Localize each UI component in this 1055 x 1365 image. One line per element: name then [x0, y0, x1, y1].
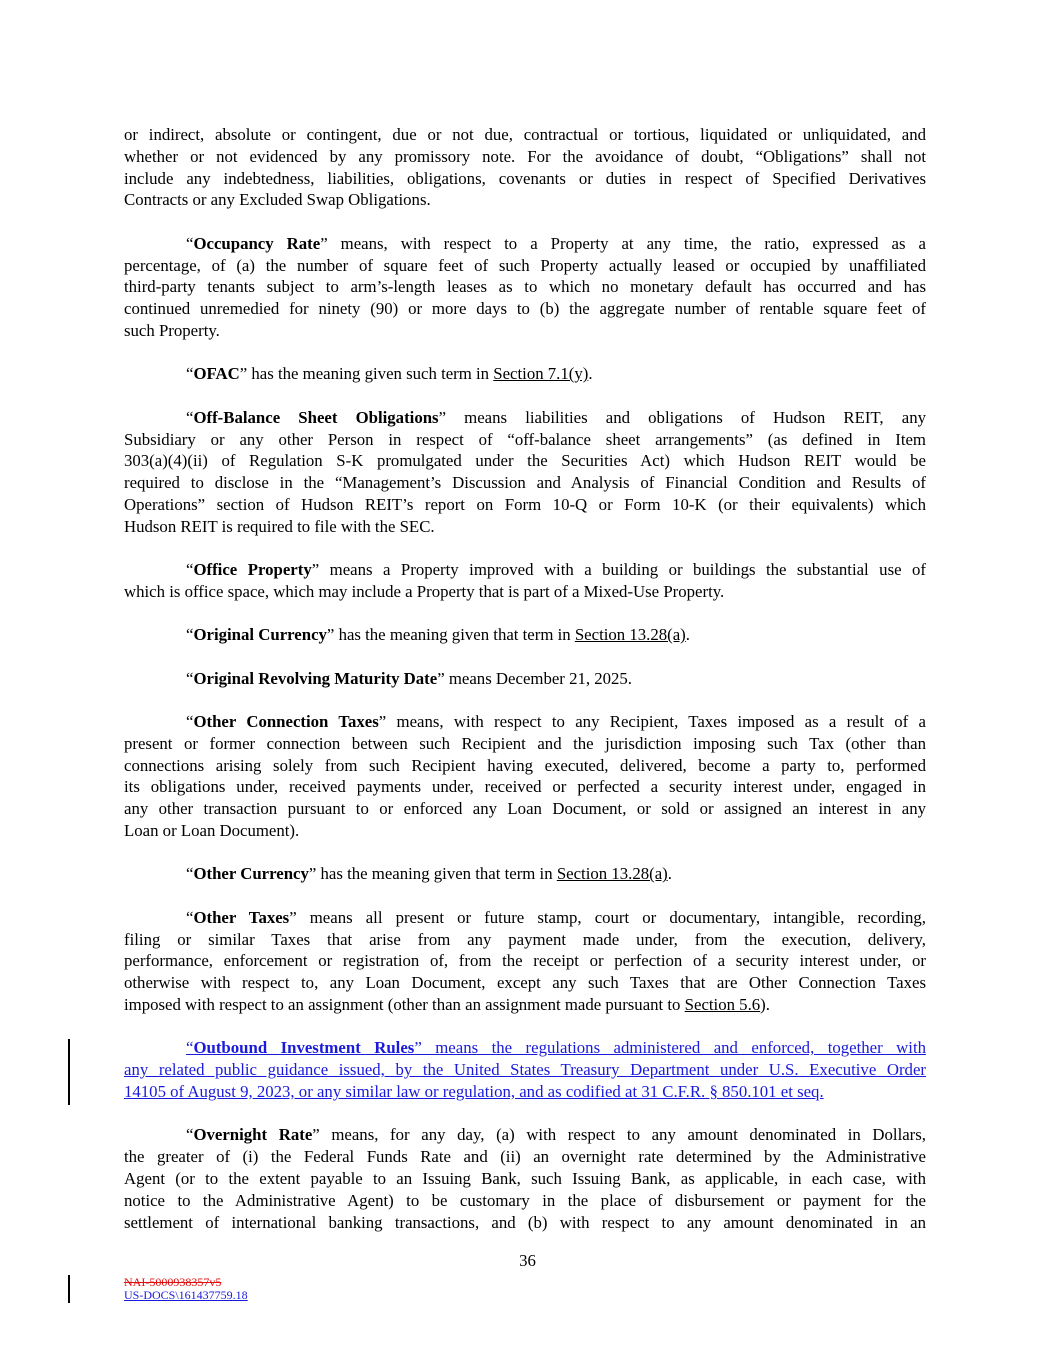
- text-segment: “: [186, 907, 194, 927]
- text-segment: filing or similar Taxes that arise from any payment made under, from the execution, delivery,: [124, 929, 926, 949]
- text-line: [124, 668, 926, 690]
- text-segment: “: [186, 233, 194, 253]
- text-segment: Hudson REIT is required to file with the SEC.: [124, 516, 435, 536]
- page-number: 36: [519, 1251, 536, 1270]
- text-segment: “: [186, 864, 194, 884]
- text-segment: ).: [760, 995, 770, 1015]
- text-line: [124, 516, 926, 538]
- text-segment: “: [186, 1125, 194, 1145]
- text-segment: “: [186, 625, 194, 645]
- definition-paragraph: [124, 559, 926, 603]
- inserted-definition-paragraph: [124, 1037, 926, 1102]
- text-line: [124, 1124, 926, 1146]
- text-line: [124, 863, 926, 885]
- text-line: [124, 1037, 926, 1059]
- text-line: [124, 450, 926, 472]
- change-bar: [68, 1275, 70, 1303]
- text-line: [124, 972, 926, 994]
- deleted-doc-id: NAI-5000938357v5: [124, 1275, 222, 1289]
- section-reference[interactable]: Section 13.28(a): [556, 864, 668, 884]
- text-segment: settlement of international banking transactions, and (b) with respect to any amount denominated in an: [124, 1212, 926, 1232]
- text-segment: ” means a Property improved with a building or buildings the substantial use of: [311, 560, 927, 580]
- text-line: [124, 298, 926, 320]
- definition-paragraph: [124, 407, 926, 538]
- text-line: [124, 776, 926, 798]
- text-line: [124, 559, 926, 581]
- text-segment: ” means December 21, 2025.: [437, 668, 632, 688]
- text-segment: present or former connection between such Recipient and the jurisdiction imposing such Tax (other than: [124, 733, 926, 753]
- definition-paragraph: [124, 863, 926, 885]
- defined-term: Outbound Investment Rules: [193, 1038, 415, 1058]
- text-segment: Subsidiary or any other Person in respect of “off-balance sheet arrangements” (as defined in Item: [124, 429, 926, 449]
- text-segment: continued unremedied for ninety (90) or more days to (b) the aggregate number of rentable square feet of: [124, 299, 926, 319]
- text-segment: 14105 of August 9, 2023, or any similar law or regulation, and as codified at 31 C.F.R. § 850.101 et seq.: [124, 1082, 824, 1102]
- text-line: [124, 907, 926, 929]
- defined-term: Occupancy Rate: [193, 233, 321, 253]
- text-segment: connections arising solely from such Recipient having executed, delivered, become a party to, performed: [124, 755, 926, 775]
- text-segment: “: [186, 668, 194, 688]
- definition-paragraph: [124, 363, 926, 385]
- text-segment: ” means, for any day, (a) with respect to any amount denominated in Dollars,: [312, 1125, 927, 1145]
- definition-paragraph: [124, 907, 926, 1016]
- text-segment: Operations” section of Hudson REIT’s report on Form 10-Q or Form 10-K (or their equivalents) which: [124, 494, 926, 514]
- text-segment: ” has the meaning given such term in: [239, 364, 494, 384]
- defined-term: Overnight Rate: [193, 1125, 313, 1145]
- text-segment: third-party tenants subject to arm’s-length leases as to which no monetary default has occurred and has: [124, 277, 926, 297]
- definition-paragraph: [124, 624, 926, 646]
- text-line: [124, 1190, 926, 1212]
- text-segment: performance, enforcement or registration of, from the receipt or perfection of a security interest under, or: [124, 951, 926, 971]
- text-segment: Agent (or to the extent payable to an Issuing Bank, such Issuing Bank, as applicable, in each case, with: [124, 1169, 926, 1189]
- text-line: [124, 1059, 926, 1081]
- definition-paragraph: [124, 668, 926, 690]
- text-line: [124, 472, 926, 494]
- text-line: [124, 711, 926, 733]
- definition-paragraph: [124, 233, 926, 342]
- document-body: [124, 124, 926, 1255]
- definition-paragraph: [124, 1124, 926, 1233]
- text-segment: such Property.: [124, 320, 220, 340]
- text-line: [124, 146, 926, 168]
- defined-term: Other Taxes: [193, 907, 290, 927]
- text-segment: its obligations under, received payments under, received or perfected a security interest under, engaged in: [124, 777, 926, 797]
- text-line: [124, 929, 926, 951]
- text-line: [124, 624, 926, 646]
- text-segment: imposed with respect to an assignment (other than an assignment made pursuant to: [124, 995, 685, 1015]
- text-line: [124, 820, 926, 842]
- text-line: [124, 320, 926, 342]
- text-line: [124, 1212, 926, 1234]
- text-segment: .: [588, 364, 593, 384]
- text-segment: required to disclose in the “Management’s Discussion and Analysis of Financial Condition and Results of: [124, 473, 926, 493]
- section-reference[interactable]: Section 7.1(y): [493, 364, 589, 384]
- text-segment: notice to the Administrative Agent) to be customary in the place of disbursement or payment for the: [124, 1190, 926, 1210]
- text-segment: 303(a)(4)(ii) of Regulation S-K promulgated under the Securities Act) which Hudson REIT would be: [124, 451, 926, 471]
- text-line: [124, 429, 926, 451]
- definition-paragraph: [124, 711, 926, 842]
- inserted-doc-id: US-DOCS\161437759.18: [124, 1288, 248, 1302]
- text-segment: ” has the meaning given that term in: [326, 625, 575, 645]
- defined-term: Other Connection Taxes: [193, 712, 379, 732]
- section-reference[interactable]: Section 13.28(a): [574, 625, 686, 645]
- text-segment: “: [186, 560, 194, 580]
- text-segment: “: [186, 364, 194, 384]
- text-line: [124, 581, 926, 603]
- text-segment: ” means the regulations administered and enforced, together with: [414, 1038, 927, 1058]
- text-segment: whether or not evidenced by any promissory note. For the avoidance of doubt, “Obligations” shall not: [124, 146, 926, 166]
- text-line: [124, 950, 926, 972]
- defined-term: Original Revolving Maturity Date: [193, 668, 438, 688]
- text-segment: ” means liabilities and obligations of Hudson REIT, any: [438, 407, 926, 427]
- text-segment: any related public guidance issued, by the United States Treasury Department under U.S. Executive Order: [124, 1060, 926, 1080]
- text-line: [124, 255, 926, 277]
- text-line: [124, 407, 926, 429]
- definition-paragraph: [124, 124, 926, 211]
- defined-term: OFAC: [193, 364, 240, 384]
- text-segment: ” means, with respect to any Recipient, Taxes imposed as a result of a: [378, 712, 926, 732]
- text-segment: otherwise with respect to, any Loan Document, except any such Taxes that are Other Connection Taxes: [124, 973, 926, 993]
- text-segment: the greater of (i) the Federal Funds Rate and (ii) an overnight rate determined by the Administrative: [124, 1147, 926, 1167]
- defined-term: Other Currency: [193, 864, 309, 884]
- defined-term: Off-Balance Sheet Obligations: [193, 407, 439, 427]
- text-segment: “: [186, 712, 194, 732]
- text-line: [124, 994, 926, 1016]
- text-line: [124, 233, 926, 255]
- text-segment: .: [667, 864, 672, 884]
- text-segment: Contracts or any Excluded Swap Obligations.: [124, 190, 431, 210]
- text-segment: .: [685, 625, 690, 645]
- text-line: [124, 189, 926, 211]
- text-line: [124, 1168, 926, 1190]
- document-footer: [124, 1276, 248, 1302]
- change-bar: [68, 1039, 70, 1104]
- text-segment: include any indebtedness, liabilities, obligations, covenants or duties in respect of Specified Derivatives: [124, 168, 926, 188]
- text-line: [124, 733, 926, 755]
- text-segment: “: [186, 1038, 194, 1058]
- text-line: [124, 494, 926, 516]
- section-reference[interactable]: Section 5.6: [684, 995, 761, 1015]
- text-segment: percentage, of (a) the number of square feet of such Property actually leased or occupied by unaffiliated: [124, 255, 926, 275]
- text-segment: ” has the meaning given that term in: [308, 864, 557, 884]
- text-line: [124, 363, 926, 385]
- text-line: [124, 1081, 926, 1103]
- text-line: [124, 798, 926, 820]
- text-line: [124, 755, 926, 777]
- text-segment: any other transaction pursuant to or enforced any Loan Document, or sold or assigned an interest in any: [124, 799, 926, 819]
- text-line: [124, 1146, 926, 1168]
- text-segment: ” means, with respect to a Property at any time, the ratio, expressed as a: [320, 233, 926, 253]
- text-line: [124, 168, 926, 190]
- text-segment: “: [186, 407, 194, 427]
- text-segment: ” means all present or future stamp, court or documentary, intangible, recording,: [289, 907, 926, 927]
- defined-term: Office Property: [193, 560, 312, 580]
- text-line: [124, 124, 926, 146]
- defined-term: Original Currency: [193, 625, 327, 645]
- text-line: [124, 276, 926, 298]
- text-segment: Loan or Loan Document).: [124, 821, 300, 841]
- text-segment: which is office space, which may include a Property that is part of a Mixed-Use Property.: [124, 581, 725, 601]
- text-segment: or indirect, absolute or contingent, due or not due, contractual or tortious, liquidated or unliquidated, and: [124, 125, 926, 144]
